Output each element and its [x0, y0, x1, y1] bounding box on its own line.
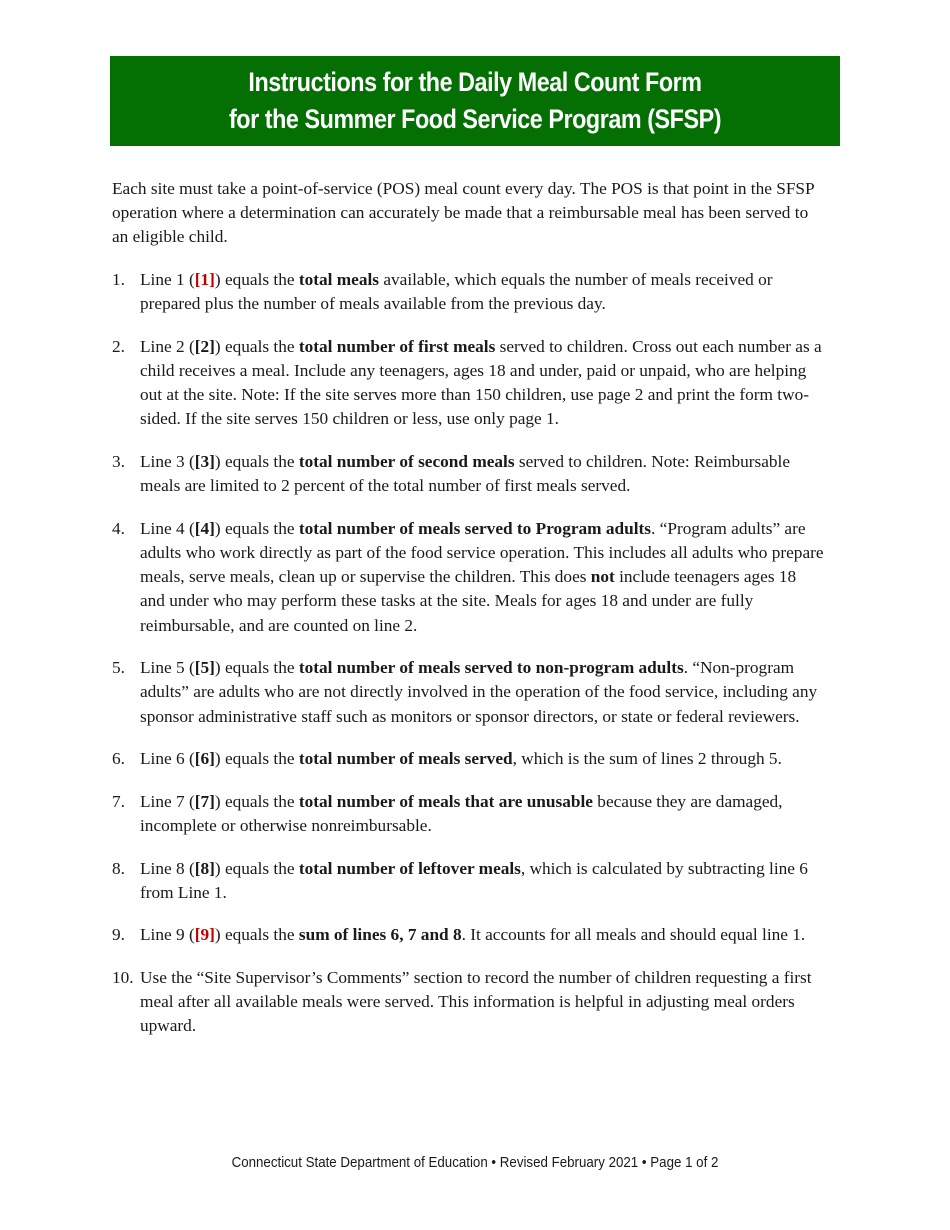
- item-text-emphasis: [3]: [194, 452, 215, 471]
- intro-paragraph: Each site must take a point-of-service (POS) meal count every day. The POS is that point in the SFSP operation where a determination can accurately be made that a reimbursable meal has been served to an eligible child.: [112, 179, 815, 247]
- item-text-run: include teenagers ages 18 and under who may perform these tasks at the site. Meals for ages 18 and under are fully reimbursable, and are counted on line 2.: [140, 567, 797, 635]
- item-text-run: ) equals the: [214, 791, 299, 811]
- item-text-run: Line 5 (: [140, 658, 195, 678]
- item-text-run: Line 6 (: [140, 749, 195, 769]
- item-text-run: , which is the sum of lines 2 through 5.: [512, 749, 782, 769]
- item-text-emphasis: total number of second meals: [298, 452, 515, 471]
- item-text: [140, 968, 812, 1035]
- item-text-run: served to children. Cross out each number as a child receives a meal. Include any teenagers, ages 18 and under, paid or unpaid, who are helping out at the site. Note: If the site serves more than 150 children, use page 2 and print the form two-sided. If the site serves 150 children or less, use only page 1.: [140, 336, 822, 429]
- item-text-emphasis: sum of lines 6, 7 and 8: [298, 925, 462, 945]
- item-number: 9.: [112, 925, 125, 945]
- instruction-item: [112, 790, 824, 838]
- item-text-run: ) equals the: [214, 336, 299, 356]
- instruction-item: [112, 966, 824, 1039]
- item-text-run: Line 8 (: [140, 858, 195, 878]
- item-text-run: . “Non-program adults” are adults who are not directly involved in the operation of the food service, including any sponsor administrative staff such as monitors or sponsor directors, or state or federal reviewers.: [140, 658, 818, 726]
- item-text-emphasis: total number of meals that are unusable: [298, 791, 593, 811]
- item-text-run: Line 3 (: [140, 452, 195, 471]
- item-text-run: . It accounts for all meals and should equal line 1.: [461, 925, 806, 945]
- item-text-emphasis: [2]: [194, 336, 215, 356]
- item-text-emphasis: [8]: [194, 858, 215, 878]
- item-text: [140, 859, 808, 902]
- line-reference-highlight: [9]: [194, 925, 215, 945]
- item-text-emphasis: total number of meals served: [298, 749, 513, 769]
- item-text-run: ) equals the: [214, 749, 299, 769]
- page-footer: Connecticut State Department of Education • Revised February 2021 • Page 1 of 2: [231, 1155, 719, 1171]
- item-number: 8.: [112, 858, 125, 878]
- item-text-emphasis: [7]: [194, 791, 215, 811]
- item-text: [140, 658, 817, 725]
- instruction-item: [112, 656, 824, 729]
- item-text-emphasis: [6]: [194, 749, 215, 769]
- instruction-item: [112, 747, 824, 771]
- item-text-run: ) equals the: [214, 658, 299, 678]
- item-text-emphasis: total number of leftover meals: [298, 858, 521, 878]
- item-text-run: ) equals the: [214, 452, 299, 471]
- item-text: [140, 792, 783, 835]
- instruction-item: [112, 923, 824, 947]
- item-text-run: because they are damaged, incomplete or otherwise nonreimbursable.: [140, 791, 783, 835]
- item-text: [140, 925, 805, 944]
- item-text: [140, 519, 824, 635]
- item-text-run: ) equals the: [214, 858, 299, 878]
- item-text-run: available, which equals the number of meals received or prepared plus the number of meals available from the previous day.: [140, 270, 773, 314]
- item-text-run: ) equals the: [214, 925, 299, 945]
- instruction-list: [112, 268, 824, 1057]
- instruction-item: [112, 268, 824, 316]
- item-text-emphasis: total meals: [298, 270, 380, 289]
- item-text-emphasis: not: [590, 567, 615, 587]
- item-number: 7.: [112, 791, 125, 811]
- instruction-item: [112, 517, 824, 638]
- instruction-item: [112, 450, 824, 498]
- item-text-run: Line 4 (: [140, 518, 195, 538]
- item-text-run: Line 7 (: [140, 791, 195, 811]
- instruction-item: [112, 335, 824, 432]
- item-text-emphasis: [5]: [194, 658, 215, 678]
- item-text: [140, 452, 790, 495]
- line-reference-highlight: [1]: [194, 270, 215, 289]
- item-text-emphasis: [4]: [194, 518, 215, 538]
- item-text-run: . “Program adults” are adults who work directly as part of the food service operation. This includes all adults who prepare meals, serve meals, clean up or supervise the children. This does: [140, 518, 824, 587]
- item-text-run: Line 9 (: [140, 925, 195, 945]
- item-text-run: Use the “Site Supervisor’s Comments” section to record the number of children requesting a first meal after all available meals were served. This information is helpful in adjusting meal orders upward.: [140, 967, 812, 1036]
- item-text-emphasis: total number of first meals: [298, 336, 496, 356]
- item-text: [140, 337, 822, 429]
- instruction-item: [112, 857, 824, 905]
- item-text: [140, 270, 773, 313]
- item-text-emphasis: total number of meals served to non-program adults: [298, 658, 684, 678]
- item-number: 6.: [112, 749, 125, 769]
- item-number: 10.: [112, 967, 134, 987]
- item-number: 3.: [112, 452, 125, 471]
- item-text-run: served to children. Note: Reimbursable meals are limited to 2 percent of the total number of first meals served.: [140, 452, 791, 496]
- item-text-run: ) equals the: [214, 270, 299, 289]
- item-text-run: Line 1 (: [140, 270, 195, 289]
- item-text-emphasis: total number of meals served to Program adults: [298, 518, 652, 538]
- item-number: 5.: [112, 658, 125, 678]
- title-banner: [110, 56, 840, 146]
- item-number: 1.: [112, 270, 125, 289]
- item-text-run: , which is calculated by subtracting line 6 from Line 1.: [140, 858, 808, 902]
- title-line-2: for the Summer Food Service Program (SFSP): [228, 104, 722, 134]
- item-number: 4.: [112, 518, 125, 538]
- item-text-run: ) equals the: [214, 518, 299, 538]
- item-number: 2.: [112, 336, 125, 356]
- title-line-1: Instructions for the Daily Meal Count Form: [248, 67, 702, 97]
- item-text: [140, 749, 782, 768]
- item-text-run: Line 2 (: [140, 336, 195, 356]
